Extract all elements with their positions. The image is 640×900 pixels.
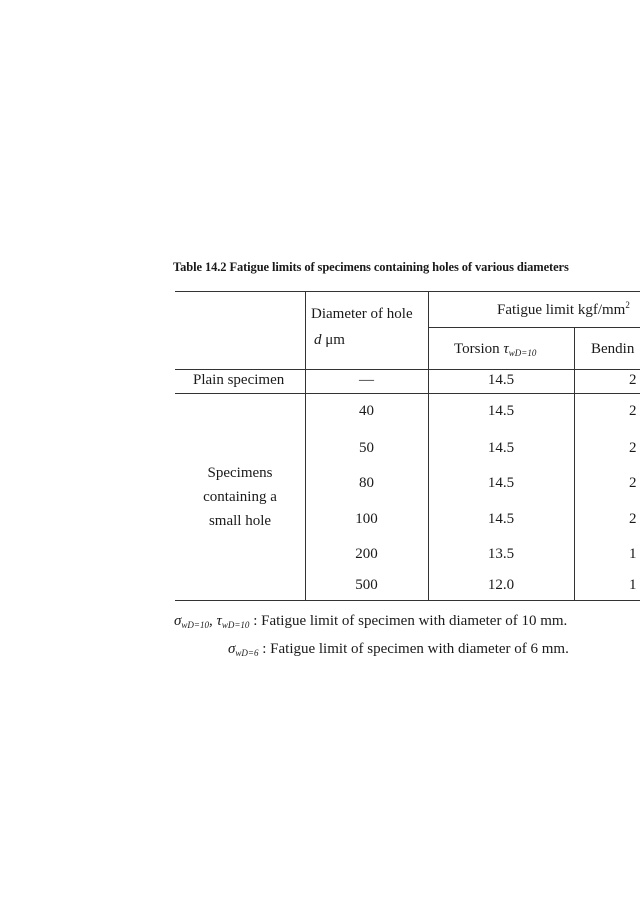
header-bottom-rule — [175, 369, 640, 370]
header-fatigue-sup: 2 — [625, 300, 630, 310]
row-torsion: 12.0 — [487, 577, 515, 593]
vertical-rule-3 — [574, 327, 575, 600]
footnote-symbol: σ — [174, 613, 182, 629]
row-bending: 1 — [629, 577, 637, 593]
header-torsion-symbol: τ — [503, 341, 509, 357]
header-torsion-sub: wD=10 — [508, 348, 537, 358]
row-torsion: 14.5 — [487, 372, 515, 388]
subheader-rule — [428, 327, 640, 328]
footnote-text: : Fatigue limit of specimen with diameter of 10 mm. — [249, 613, 568, 629]
row-diameter: 80 — [359, 475, 374, 491]
group-label-line2: containing a — [203, 489, 277, 505]
table-top-rule — [175, 291, 640, 292]
table-caption: Table 14.2 Fatigue limits of specimens containing holes of various diameters — [173, 260, 569, 274]
row-diameter: 500 — [355, 577, 378, 593]
header-torsion-text: Torsion — [454, 341, 500, 357]
header-diameter-unit: μm — [325, 332, 345, 348]
row-torsion: 14.5 — [487, 440, 515, 456]
footnote-symbol: τ — [216, 613, 222, 629]
footnote-sub: wD=10 — [181, 620, 209, 630]
footnote-2 — [228, 641, 569, 658]
row-torsion: 13.5 — [487, 546, 515, 562]
row-torsion: 14.5 — [487, 475, 515, 491]
footnote-sub: wD=10 — [221, 620, 250, 630]
plain-row-bottom-rule — [175, 393, 640, 394]
row-bending: 2 — [629, 372, 637, 388]
footnote-symbol: σ — [228, 641, 236, 657]
footnote-sub: wD=6 — [235, 648, 259, 658]
footnote-sep: , — [208, 613, 217, 629]
row-bending: 1 — [629, 546, 637, 562]
row-diameter: — — [359, 372, 374, 388]
header-diameter-line2 — [314, 332, 345, 349]
row-diameter: 100 — [355, 511, 378, 527]
row-torsion: 14.5 — [487, 403, 515, 419]
row-bending: 2 — [629, 403, 637, 419]
row-bending: 2 — [629, 511, 637, 527]
header-diameter-symbol: d — [314, 332, 322, 348]
row-bending: 2 — [629, 475, 637, 491]
group-label-line3: small hole — [208, 513, 272, 529]
header-torsion — [454, 341, 536, 358]
row-torsion: 14.5 — [487, 511, 515, 527]
row-bending: 2 — [629, 440, 637, 456]
header-diameter-line1: Diameter of hole — [311, 306, 413, 322]
footnote-1 — [174, 613, 567, 630]
group-label-line1: Specimens — [207, 465, 273, 481]
row-diameter: 50 — [359, 440, 374, 456]
header-fatigue-limit — [497, 300, 630, 319]
row-diameter: 200 — [355, 546, 378, 562]
header-bending: Bendin — [591, 341, 635, 357]
footnote-text: : Fatigue limit of specimen with diameter of 6 mm. — [258, 641, 569, 657]
row-diameter: 40 — [359, 403, 374, 419]
table-bottom-rule — [175, 600, 640, 601]
row-label-plain: Plain specimen — [193, 372, 285, 388]
header-fatigue-text: Fatigue limit kgf/mm — [497, 302, 626, 318]
